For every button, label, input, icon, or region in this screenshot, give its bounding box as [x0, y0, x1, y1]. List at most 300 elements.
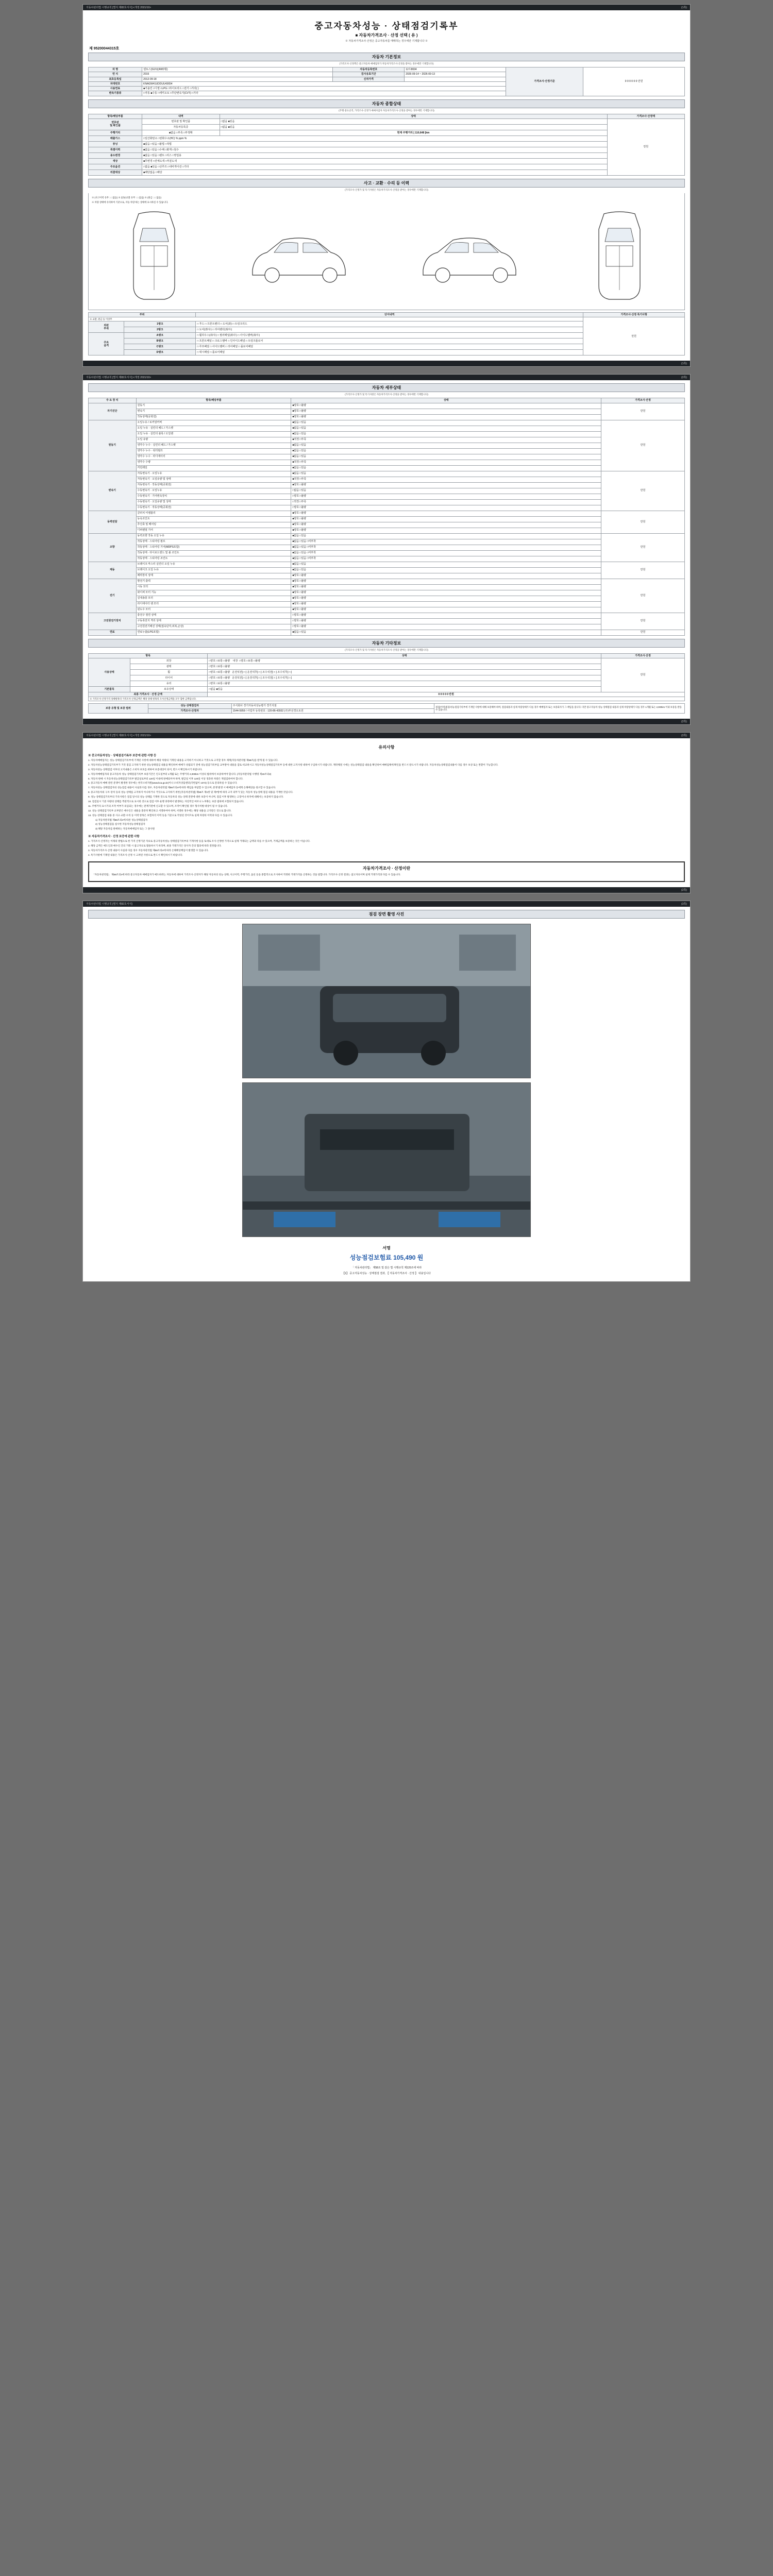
table-row — [89, 414, 685, 420]
detail-state-2-6: □양호 □불량 — [291, 505, 601, 511]
part-rank-5: C랭크 — [124, 344, 196, 350]
detail-item-0-0: 원동기 — [136, 403, 291, 409]
other-state-1-rv: □양호 □보통 □불량 — [239, 659, 261, 663]
detail-state-2-2: ■양호 □불량 — [291, 482, 601, 488]
warranty-table — [88, 703, 685, 714]
sheet3-topbar — [83, 733, 690, 738]
notice-list-2 — [88, 791, 685, 817]
form-reference: 자동차관리법 시행규칙 [별지 제82호서식] <개정 2021/10> — [86, 6, 152, 9]
notice-item-4: 5. 자동차 판매 시 자동차성능상태점검기록부 발급일로부터 120일 이내에 판매되어야 하며, 발급일 이후 120일 이상 경과한 차량은 재점검하여야 합니다. — [88, 777, 243, 780]
detail-state-5-1: ■없음 □있음 — [291, 567, 601, 573]
page-number: (1쪽) — [681, 6, 687, 9]
detail-item-4-0: 동력조향 작동 오일 누유 — [136, 533, 291, 539]
detail-state-7-1: □양호 □불량 — [291, 618, 601, 624]
car-front-left-diagram — [123, 208, 185, 306]
table-row — [89, 516, 685, 522]
footer-line-1: 「 자동차관리법」 제58조 및 같은 법 시행규칙 제120조에 따라 — [351, 1266, 422, 1269]
car-side-right-diagram — [418, 226, 526, 287]
detail-state-1-4: ■없음 □있음 — [291, 443, 601, 448]
inspection-fee — [88, 1252, 685, 1265]
table-row — [89, 494, 685, 499]
table-row — [89, 152, 685, 158]
section-basic-note: (가격조사·산정액은 중고자동차 매매업자가 자동차가격조사·산정을 받아는 경우에만 기재합니다) — [339, 62, 434, 65]
table-row — [89, 431, 685, 437]
table-row — [89, 545, 685, 550]
col-other-state: 상태 — [208, 653, 601, 658]
detail-price-6: 만원 — [601, 579, 685, 613]
detail-state-6-4: ■양호 □불량 — [291, 601, 601, 607]
form-reference-2: 자동차관리법 시행규칙 [별지 제82호서식] <개정 2021/10> — [86, 376, 152, 380]
other-state-1-left: □양호 □보통 □불량 — [209, 659, 230, 663]
table-row — [89, 692, 685, 697]
table-row — [89, 460, 685, 465]
table-row — [89, 158, 685, 164]
row-label-color: 색상 — [89, 158, 142, 164]
footer-line-2: 【1】 중고자동차성능 · 상태점검 결과, 【 자동차가격조사 · 산정 】 내용입니다 — [342, 1272, 431, 1275]
value-price-basis: 0 0 0 0 0 0 만원 — [583, 67, 685, 96]
other-state-4-right: 운전석전[ □ ] 운전석후[ □ ] 조수석전[ □ ] 조수석후[ □ ] — [232, 676, 292, 680]
detail-item-4-3: 작동상태 · 타이로드엔드 및 볼 조인트 — [136, 550, 291, 556]
row-sub-2: 자동차등록증 — [142, 124, 220, 130]
detail-item-3-0: 클러치 어셈블리 — [136, 511, 291, 516]
table-row — [89, 448, 685, 454]
table-row — [89, 426, 685, 431]
final-price-value: 0 0 0 0 0 만원 — [208, 692, 685, 697]
detail-item-7-1: 구동축전지 격리 상태 — [136, 618, 291, 624]
page-title: 중고자동차성능 · 상태점검기록부 — [314, 21, 459, 31]
detail-group-6: 전기 — [89, 579, 137, 613]
row-label-options: 주요옵션 — [89, 164, 142, 170]
table-row — [89, 454, 685, 460]
detail-state-table — [88, 398, 685, 635]
detail-item-2-4: 수동변속기 · 기어변속장치 — [136, 494, 291, 499]
row-state-6: ■없음 □있음 □수해 □화재 □침수 — [142, 147, 607, 152]
detail-item-3-3: 디퍼렌셜 기어 — [136, 528, 291, 533]
other-group-basic: 기본품목 — [89, 686, 130, 692]
warranty-label-2: 가격조사·산정자 — [148, 708, 231, 713]
accident-note-1: ※ (사고이력 유무 : □ 없음) ※ (단순교환 유무 : □ 없음) ※ (판금 : □ 없음) — [92, 196, 161, 199]
photo-underbody-view — [242, 1082, 531, 1237]
label-newprice: 신차가격 — [333, 77, 405, 81]
car-diagrams — [92, 206, 681, 307]
table-row — [89, 443, 685, 448]
notice-item-0: 1. 자동차매매업자는 성능·상태점검기록부에 기재된 사항에 대하여 해당 차량의 기재된 내용을 고지하기 아니하고 거짓으로 고지할 경우 제재(자동차관리법 제58조)를 받게 될 수 있습니다. — [88, 758, 278, 761]
table-row — [89, 141, 685, 147]
notice-title: 유의사항 — [378, 744, 395, 750]
part-items-6: □ 대시패널 □ 플로어패널 — [196, 350, 583, 355]
final-price-note: ※ 가격조사·산정가격 상태항목의 가격조사·산정금액은 해당 상태 항목의 조사산정금액을 모두 합한 금액입니다. — [89, 697, 685, 701]
photo-front-illustration — [243, 924, 531, 1078]
notice-item-5: 13. 성능·상태점검 내용 중 사고·교환·수리 등 이력 항목은 보험처리 이력 등을 기준으로 작성된 것이므로 실제 차량의 이력과 다를 수 있습니다. — [88, 814, 233, 817]
other-price-cell: 만원 — [601, 658, 685, 692]
col-subitem: 내역 — [142, 114, 220, 118]
detail-item-5-2: 배력장치 상태 — [136, 573, 291, 579]
detail-group-2: 변속기 — [89, 471, 137, 511]
table-row — [89, 562, 685, 567]
part-rank-4: B랭크 — [124, 338, 196, 344]
value-transmission: □자동 ■수동 □세미오토 □무단변속기(CVT) □기타 — [142, 91, 506, 96]
col-item-state: 상태 — [291, 398, 601, 403]
table-row — [89, 573, 685, 579]
sheet-3-notice — [82, 732, 691, 893]
detail-state-8-0: ■없음 □있음 — [291, 630, 601, 635]
warranty-label-1: 성능·상태점검자 — [148, 704, 231, 708]
detail-state-1-7: ■적정 □부족 — [291, 460, 601, 465]
detail-state-2-5: □적정 □부족 — [291, 499, 601, 505]
detail-item-7-0: 충전구 절연 상태 — [136, 613, 291, 618]
table-row — [89, 613, 685, 618]
detail-state-1-8: ■없음 □있음 — [291, 465, 601, 471]
part-rank-3: A랭크 — [124, 333, 196, 338]
detail-item-2-2: 자동변속기 · 작동상태(공회전) — [136, 482, 291, 488]
other-item-3: 휠 — [130, 669, 207, 675]
detail-item-1-3: 오일 유량 — [136, 437, 291, 443]
inspection-fee-label: 성능점검보험료 — [349, 1253, 392, 1261]
detail-item-3-2: 추진축 및 베어링 — [136, 522, 291, 528]
notice-list-3 — [88, 840, 685, 857]
sheet3-botbar: (2쪽) — [83, 887, 690, 893]
row-label-usechange: 용도변경 — [89, 152, 142, 158]
other-group-usage: 사용상태 — [89, 658, 130, 686]
row-state-3: ■없음 □부족 □부정확 — [142, 130, 220, 135]
detail-item-3-1: 등속조인트 — [136, 516, 291, 522]
basic-info-table — [88, 67, 685, 96]
table-row — [89, 686, 685, 692]
part-items-4: □ 프론트패널 □ 크로스멤버 □ 인사이드패널 □ 트렁크플로어 — [196, 338, 583, 344]
value-carname: 셀토스(SUV)(4WD형) — [142, 67, 333, 72]
detail-item-6-4: 라디에이터 팬 모터 — [136, 601, 291, 607]
warranty-value-2: 1544-5959 / 사업자 등록번호 : 120-86-43932 (주)부선경오토원 — [231, 708, 434, 713]
detail-state-1-6: ■없음 □있음 — [291, 454, 601, 460]
table-row — [89, 556, 685, 562]
notice-item-1: 2. 자동차성능상태점검기록부가 거짓 점검 고지하기 위한 성능상태점검 내용을 확인하여 매매가 성립되기 전에 성능점검기록부를 교부받아 내용을 검토·비교하시고 자동차성능상태점검기록부 등에 대한 고지사항 대하여 구입하시기 바랍니다. 계약체결 시에는 성능상태점검 내용을 확인하여 매매업체에 확인을 반드시 받으시기 바랍니다. 자동차성능상태점검내용이 다를 경우 보상 또는 반환이 가능합니다. — [88, 763, 498, 766]
table-row — [89, 67, 685, 72]
col-state: 상태 — [220, 114, 607, 118]
detail-price-3: 만원 — [601, 511, 685, 533]
table-row — [89, 664, 685, 669]
row-label-recall: 리콜대상 — [89, 170, 142, 175]
row-state-10: ■해당없음 □해당 — [142, 170, 607, 175]
detail-item-0-2: 작동상태(공회전) — [136, 414, 291, 420]
accident-diagram-panel — [88, 193, 685, 310]
notice-item-5: 6. 중고자동차 매매 관련 분쟁이 발생한 경우에는 한국소비자원(www.kca.go.kr)이나 소비자상담센터(국번없이 1372) 등으로 문의하실 수 있습니다. — [88, 782, 238, 785]
detail-item-6-0: 발전기 출력 — [136, 579, 291, 584]
form-reference-4: 자동차관리법 시행규칙 [별지 제82호서식] — [86, 902, 132, 906]
table-row — [89, 596, 685, 601]
part-rank-1: 1랭크 — [124, 321, 196, 327]
label-firstreg: 최초등록일 — [89, 77, 142, 81]
table-row — [89, 579, 685, 584]
sheet1-botbar: (1쪽) — [83, 361, 690, 366]
photo-underbody-illustration — [243, 1083, 531, 1237]
detail-state-0-0: ■양호 □불량 — [291, 403, 601, 409]
sheet2-topbar — [83, 375, 690, 380]
value-firstreg: 2012-09-18 — [142, 77, 333, 81]
detail-state-3-3: ■양호 □불량 — [291, 528, 601, 533]
detail-state-6-0: ■양호 □불량 — [291, 579, 601, 584]
part-items-1: □ 후드 □ 프론트펜더 □ 도어(좌) □ 트렁크리드 — [196, 321, 583, 327]
detail-item-6-1: 시동 모터 — [136, 584, 291, 590]
notice-subitem-2: 3) 해당 자동차를 판매하는 자동차매매업자 또는 그 종사원 — [95, 827, 155, 831]
table-row — [89, 550, 685, 556]
table-row — [89, 567, 685, 573]
detail-state-7-2: □양호 □불량 — [291, 624, 601, 630]
sheet4-topbar — [83, 901, 690, 907]
detail-price-5: 만원 — [601, 562, 685, 579]
detail-price-7: 만원 — [601, 613, 685, 630]
page-number-3: (2쪽) — [681, 734, 687, 737]
other-item-1: 외장 — [130, 658, 207, 664]
table-row — [89, 135, 685, 141]
detail-item-1-2: 오일 누유 · 실린더 블록 / 오일팬 — [136, 431, 291, 437]
notice-item-3: 11. 주행거리 표시기의 조작 여부가 의심되는 경우에는 관계기관에 신고할 수 있으며, 조작이 확인될 경우 형사처벌 대상이 될 수 있습니다. — [88, 804, 228, 807]
part-items-3: □ 휠하우스(좌/우) □ 필러패널(좌/우) □ 사이드멤버(좌/우) — [196, 333, 583, 338]
detail-state-6-5: ■양호 □불량 — [291, 607, 601, 613]
label-fuel: 사용연료 — [89, 87, 142, 91]
detail-item-0-1: 변속기 — [136, 409, 291, 414]
detail-item-2-1: 자동변속기 · 오일유량 및 상태 — [136, 477, 291, 482]
table-row — [89, 624, 685, 630]
detail-state-2-0: ■없음 □있음 — [291, 471, 601, 477]
detail-item-2-6: 수동변속기 · 작동상태(공회전) — [136, 505, 291, 511]
value-vin: KNAGW41UDDUU43654 — [142, 81, 506, 86]
signature-label: 서명 — [382, 1245, 391, 1250]
detail-state-6-1: ■양호 □불량 — [291, 584, 601, 590]
table-row — [89, 528, 685, 533]
accident-note-2: ※ 차량 상태에 유의하여 기준으로, 자동 차량 하는 상태에 표시하실 수 있습니다. — [92, 200, 169, 204]
detail-state-2-4: □양호 □불량 — [291, 494, 601, 499]
page-subtitle: ■ 자동차가격조사 · 산정 선택 ( 유 ) — [355, 33, 418, 38]
sheet-2 — [82, 374, 691, 725]
notice-item-6: 7. 자동차성능·상태점검자의 성능점검 내용이 사실과 다를 경우, 자동차관리법 제58조의4에 따라 책임을 부담할 수 있으며, 분쟁 발생 시 매매업자 등에게 손해배상을 청구할 수 있습니다. — [88, 786, 276, 789]
row-sub-1: 번호판 및 확인품 — [142, 118, 220, 124]
warranty-title: 보증 유형 및 보증 범위 — [89, 704, 148, 714]
appraisal-item-2: 3. 자동차가격조사·산정 내용이 사실과 다를 경우 자동차관리법 제58조의4에 따라 손해배상책임이 발생할 수 있습니다. — [88, 849, 209, 852]
other-state-3-right: 운전석전[ □ ] 운전석후[ □ ] 조수석전[ □ ] 조수석후[ □ ] — [232, 670, 292, 674]
detail-price-2: 만원 — [601, 471, 685, 511]
table-row — [89, 403, 685, 409]
table-header-row — [89, 114, 685, 118]
table-row — [89, 505, 685, 511]
detail-group-1: 원동기 — [89, 420, 137, 471]
detail-state-1-5: ■없음 □있음 — [291, 448, 601, 454]
row-state-4: □일산화탄소 □탄화수소(HC) % ppm % — [142, 135, 607, 141]
table-row — [89, 471, 685, 477]
detail-state-1-2: ■없음 □있음 — [291, 431, 601, 437]
row-state-7: ■없음 □있음 □렌트 □리스 □영업용 — [142, 152, 607, 158]
final-price-label: 최종 가격조사 · 산정 금액 — [89, 692, 208, 697]
notice-subitem-0: 1) 자동차관리법 제58조의4에 따른 성능상태점검자 — [95, 818, 148, 821]
table-row — [89, 584, 685, 590]
col-item-name: 항목/해당부품 — [136, 398, 291, 403]
detail-group-3: 동력전달 — [89, 511, 137, 533]
part-cat-outer: 외판 부위 — [89, 321, 124, 333]
definition-box — [88, 861, 685, 882]
table-header-row — [89, 398, 685, 403]
section-accident-title: 사고 · 교환 · 수리 등 이력 — [88, 179, 685, 188]
label-vin: 차대번호 — [89, 81, 142, 86]
detail-item-8-0: 연료누출(LPG포함) — [136, 630, 291, 635]
notice-item-4: 12. 성능·상태점검기록부 교부받은 매수인은 내용을 충분히 확인하고 서명하여야 하며, 서명한 경우에는 해당 내용을 고지받은 것으로 봅니다. — [88, 809, 232, 812]
detail-group-0: 자기진단 — [89, 403, 137, 420]
page-number-4: (3쪽) — [681, 902, 687, 906]
row-state-2: □없음 ■있음 — [220, 124, 607, 130]
detail-item-6-3: 실내송풍 모터 — [136, 596, 291, 601]
label-price-basis: 가격조사·산정기준 — [506, 67, 583, 96]
part-rank-6: D랭크 — [124, 350, 196, 355]
detail-item-2-0: 자동변속기 · 오일누유 — [136, 471, 291, 477]
detail-item-4-2: 작동상태 · 스티어링 기어(MDPS포함) — [136, 545, 291, 550]
row-state-5: ■없음 □있음 □불법 □적법 — [142, 141, 607, 147]
col-part: 부위 — [89, 312, 196, 317]
detail-item-2-5: 수동변속기 · 오일유량 및 상태 — [136, 499, 291, 505]
detail-state-3-0: ■양호 □불량 — [291, 511, 601, 516]
table-row — [89, 317, 685, 321]
photo-gallery — [88, 919, 685, 1242]
table-row — [89, 147, 685, 152]
notice-sublist — [95, 819, 685, 832]
value-inspection: 2026-09-14 ~ 2026-09-13 — [405, 72, 506, 77]
table-row — [89, 590, 685, 596]
page-number-2: (2쪽) — [681, 376, 687, 380]
section-accident-note: (가격조사·산정가 및 특기사항은 자동차가격조사·산정을 받아는 경우에만 기재합니다) — [345, 188, 428, 191]
section-other-note: (가격조사·산정가 및 특기사항은 자동차가격조사·산정을 받아는 경우에만 기재합니다) — [345, 648, 428, 651]
car-side-left-diagram — [247, 226, 356, 287]
row-label-mileage: 주행거리 — [89, 130, 142, 135]
table-row — [89, 409, 685, 414]
table-row — [89, 601, 685, 607]
appraisal-item-1: 2. 해당 금액은 매도인과 매수인 간의 거래 시 참고자료로 활용하시기 바라며, 최종 거래가격은 당사자 간의 협의에 따라 결정됩니다. — [88, 844, 222, 848]
table-row — [89, 669, 685, 675]
detail-price-8: 만원 — [601, 630, 685, 635]
notice-body — [83, 738, 690, 887]
other-item-4: 타이어 — [130, 675, 207, 681]
col-detail: 단어내역 — [196, 312, 583, 317]
table-row — [89, 420, 685, 426]
detail-item-4-1: 작동상태 · 스티어링 펌프 — [136, 539, 291, 545]
section-detail-title: 자동차 세부상태 — [88, 383, 685, 392]
table-row — [89, 118, 685, 124]
row-state-8: ■무변경 □전체도색 □부분도색 — [142, 158, 607, 164]
detail-item-6-2: 와이퍼 모터 기능 — [136, 590, 291, 596]
page-subnote: ※ 자동차가격조사·산정은 중고자동차를 매매하는 경우에만 기재합니다 ※ — [345, 40, 428, 43]
row-state-9: □없음 ■있음 □선루프 □내비게이션 □기타 — [142, 164, 607, 170]
price-cell-overall: 만원 — [607, 118, 684, 175]
other-state-1 — [208, 658, 601, 664]
col-item: 항목/해당부품 — [89, 114, 142, 118]
value-year: 2015 — [142, 72, 333, 77]
overall-state-table — [88, 114, 685, 176]
detail-item-4-4: 작동상태 · 스티어링 조인트 — [136, 556, 291, 562]
sheet-1 — [82, 4, 691, 367]
warranty-value-1: 주식회사 경기자동차성능평가 경기지점 — [231, 704, 434, 708]
accident-detail-table — [88, 312, 685, 356]
other-info-table — [88, 653, 685, 702]
notice-subitem-1: 2) 성능상태점검을 실시한 자동차성능상태점검자 — [95, 823, 145, 826]
detail-state-4-2: ■없음 □있음 □미부착 — [291, 545, 601, 550]
detail-item-7-2: 고전원전기배선 상태(접속단자,피복,손상) — [136, 624, 291, 630]
col-other-price: 가격조사·산정 — [601, 653, 685, 658]
table-row — [89, 170, 685, 175]
detail-state-4-0: ■없음 □있음 — [291, 533, 601, 539]
definition-text: 「자동차관리법」 제58조의4에 따라 중고자동차 매매업자가 매도하려는 자동차에 대하여 가격조사·산정자가 해당 자동차의 성능·상태, 사고이력, 주행거리, 옵션 등을 종합적으로 조사하여 적정한 거래가격을 산정하는 것을 말합니다. 가격조사·산정 결과는 참고자료이며 실제 거래가격과 다를 수 있습니다. — [92, 873, 401, 876]
detail-state-7-0: □양호 □불량 — [291, 613, 601, 618]
detail-state-4-4: ■없음 □있음 □미부착 — [291, 556, 601, 562]
detail-state-2-1: ■적정 □부족 — [291, 477, 601, 482]
table-row — [89, 681, 685, 686]
table-row — [89, 658, 685, 664]
table-row — [89, 511, 685, 516]
table-row — [89, 697, 685, 701]
warranty-text: 점검(이력)점검/성능점검기록부에 기재된 사항에 대해 보증해야 하며, 점검내용과 실제 차량상태가 다를 경우 매매업자 또는 보증회사가 그 책임을 집니다. 다만 중고자동차 성능·상태점검 내용과 실제 차량상태가 다를 경우 1개월 또는 2,000km 이내 보증을 받을 수 있습니다. — [434, 704, 685, 714]
other-state-2: □양호 □보통 □불량 — [208, 664, 601, 669]
detail-state-1-1: ■없음 □있음 — [291, 426, 601, 431]
table-row — [89, 124, 685, 130]
table-row — [89, 607, 685, 613]
part-rank-2: 2랭크 — [124, 327, 196, 333]
notice-head-2: ※ 자동차가격조사 · 산정 보증에 관한 사항 — [88, 835, 140, 839]
other-state-3-left: □양호 □보통 □불량 — [209, 670, 230, 674]
table-row — [89, 482, 685, 488]
col-main-device: 주 요 장 치 — [89, 398, 137, 403]
detail-state-0-2: ■양호 □불량 — [291, 414, 601, 420]
detail-state-4-1: ■없음 □있음 □미부착 — [291, 539, 601, 545]
table-row — [89, 704, 685, 708]
value-fuel: ■가솔린 □디젤 □LPG □하이브리드 □전기 □기타( ) — [142, 87, 506, 91]
label-carname: 차 명 — [89, 67, 142, 72]
detail-item-1-4: 냉각수 누수 · 실린더 헤드 / 가스켓 — [136, 443, 291, 448]
row-label-plate-check: 번호판 및 확인품 — [89, 118, 142, 130]
detail-item-1-8: 커먼레일 — [136, 465, 291, 471]
table-row — [89, 630, 685, 635]
col-other-item: 항목 — [89, 653, 208, 658]
parts-header: ※ 교환, 판금 등 이상무 — [89, 317, 583, 321]
detail-state-0-1: ■양호 □불량 — [291, 409, 601, 414]
other-state-5: □양호 □보통 □불량 — [208, 681, 601, 686]
notice-item-2: 10. 점검일시 기준 차량의 상태를 객관적으로 표시한 것으로 점검 이후 운행 과정에서 발생하는 자연적인 마모나 노후화는 보증 범위에 포함되지 않습니다. — [88, 800, 244, 803]
row-label-tuning: 튜닝 — [89, 141, 142, 147]
detail-price-1: 만원 — [601, 420, 685, 471]
detail-item-1-0: 오일누유 / 로커암커버 — [136, 420, 291, 426]
table-row — [89, 130, 685, 135]
part-items-2: □ 도어(좌/우) □ 리어펜더(좌/우) — [196, 327, 583, 333]
label-plate: 자동차등록번호 — [333, 67, 405, 72]
detail-price-4: 만원 — [601, 533, 685, 562]
other-item-6: 보유상태 — [130, 686, 207, 692]
appraisal-item-3: 4. 특기사항에 기재된 내용은 가격조사·산정 시 고려된 사항으로 반드시 확인하시기 바랍니다. — [88, 853, 183, 856]
detail-group-8: 연료 — [89, 630, 137, 635]
detail-group-7: 고전원전기장치 — [89, 613, 137, 630]
section-detail-note: (가격조사·산정가 및 특기사항은 자동차가격조사·산정을 받아는 경우에만 기재합니다) — [345, 393, 428, 396]
detail-state-4-3: ■없음 □있음 □미부착 — [291, 550, 601, 556]
notice-list-1 — [88, 759, 685, 790]
part-items-5: □ 루프패널 □ 사이드멤버 □ 리어패널 □ 플로어패널 — [196, 344, 583, 350]
sheet-4-photos — [82, 901, 691, 1282]
row-label-history: 특별이력 — [89, 147, 142, 152]
table-row — [89, 164, 685, 170]
section-overall-title: 자동차 종합상태 — [88, 99, 685, 108]
accident-remark-cell: 만원 — [583, 317, 685, 355]
table-row — [89, 675, 685, 681]
table-row — [89, 488, 685, 494]
table-row — [89, 618, 685, 624]
table-header-row — [89, 653, 685, 658]
col-price: 가격조사·산정액 — [607, 114, 684, 118]
row-state-1: □없음 ■있음 — [220, 118, 607, 124]
section-overall-note: (주행·중요골격, 가격조사·산정가 매매사업자 자동차가격조사·산정을 받아는 경우에만 기재합니다) — [339, 109, 434, 112]
other-state-4 — [208, 675, 601, 681]
detail-item-6-5: 윈도우 모터 — [136, 607, 291, 613]
